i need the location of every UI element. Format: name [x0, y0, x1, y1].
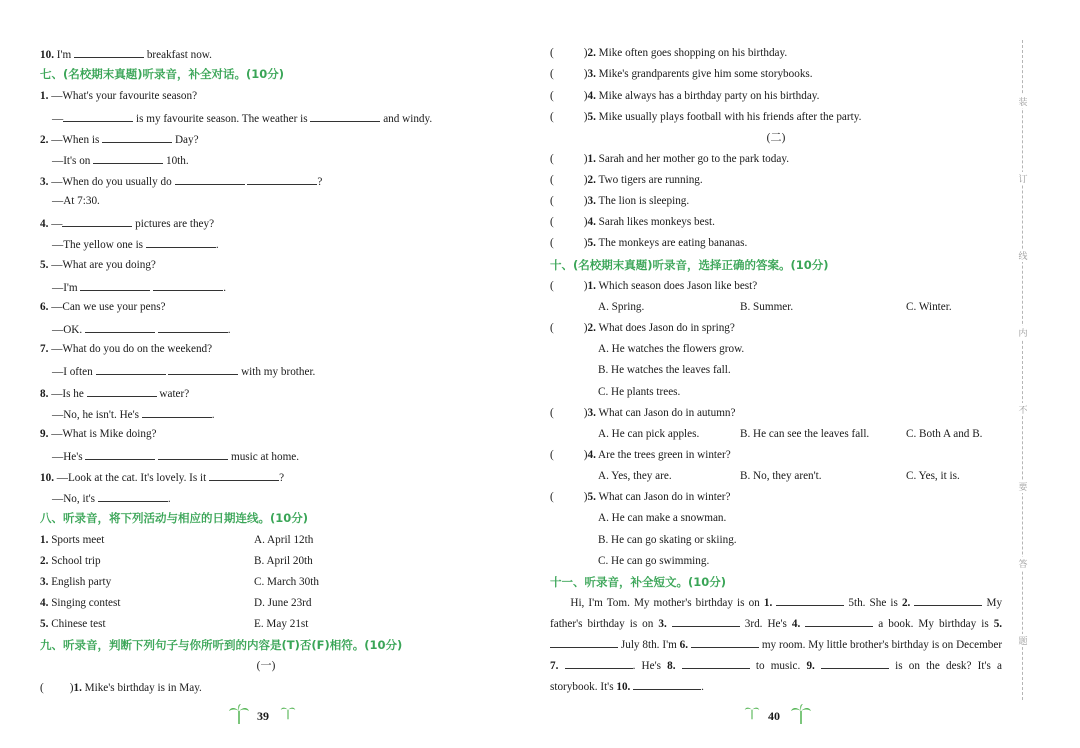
- mc-question: ( )2. What does Jason do in spring?: [550, 322, 735, 334]
- palm-tree-icon: [280, 703, 296, 721]
- dialogue-7-question: 7. —What do you do on the weekend?: [40, 343, 213, 355]
- dialogue-5-question: 5. —What are you doing?: [40, 259, 156, 271]
- dialogue-3-answer: —At 7:30.: [52, 195, 100, 207]
- mc-option[interactable]: A. He can pick apples.: [598, 428, 700, 440]
- match-date[interactable]: C. March 30th: [254, 576, 319, 588]
- tf-item: ( )3. Mike's grandparents give him some storybooks.: [550, 68, 813, 80]
- gutter-char: 要: [1016, 480, 1030, 493]
- dialogue-9-answer: —He's music at home.: [52, 448, 299, 464]
- answer-blank[interactable]: [158, 321, 228, 333]
- tf-item: ( )1. Sarah and her mother go to the park today.: [550, 153, 789, 165]
- palm-tree-icon: [744, 703, 760, 721]
- mc-option[interactable]: C. Winter.: [906, 301, 952, 313]
- gutter-char: 内: [1016, 326, 1030, 339]
- dialogue-6-question: 6. —Can we use your pens?: [40, 301, 166, 313]
- match-date[interactable]: B. April 20th: [254, 555, 313, 567]
- answer-blank[interactable]: [550, 636, 618, 648]
- tf-item: ( )2. Mike often goes shopping on his birthday.: [550, 47, 788, 59]
- answer-blank[interactable]: [85, 448, 155, 460]
- answer-blank[interactable]: [247, 173, 317, 185]
- mc-option[interactable]: B. Summer.: [740, 301, 794, 313]
- dialogue-1-answer: — is my favourite season. The weather is and windy.: [52, 110, 432, 126]
- gutter-char: 装: [1016, 95, 1030, 108]
- gutter-char: 订: [1016, 172, 1030, 185]
- answer-blank[interactable]: [821, 657, 889, 669]
- dialogue-3-question: 3. —When do you usually do ?: [40, 173, 322, 189]
- answer-blank[interactable]: [63, 110, 133, 122]
- page-number: 40: [768, 709, 780, 723]
- match-activity[interactable]: 2. School trip: [40, 555, 101, 567]
- tf-item: ( )4. Sarah likes monkeys best.: [550, 216, 715, 228]
- match-date[interactable]: D. June 23rd: [254, 597, 312, 609]
- mc-question: ( )4. Are the trees green in winter?: [550, 449, 731, 461]
- gutter-char: 题: [1016, 634, 1030, 647]
- match-activity[interactable]: 4. Singing contest: [40, 597, 121, 609]
- dialogue-5-answer: —I'm .: [52, 279, 226, 295]
- mc-option[interactable]: A. Yes, they are.: [598, 470, 672, 482]
- answer-blank[interactable]: [85, 321, 155, 333]
- mc-option[interactable]: B. He watches the leaves fall.: [598, 364, 731, 376]
- answer-blank[interactable]: [310, 110, 380, 122]
- mc-option[interactable]: C. Yes, it is.: [906, 470, 960, 482]
- dialogue-4-answer: —The yellow one is .: [52, 236, 219, 252]
- page-number: 39: [257, 709, 269, 723]
- mc-question: ( )3. What can Jason do in autumn?: [550, 407, 736, 419]
- answer-blank[interactable]: [565, 657, 633, 669]
- match-date[interactable]: E. May 21st: [254, 618, 309, 630]
- mc-option[interactable]: A. Spring.: [598, 301, 645, 313]
- answer-blank[interactable]: [805, 615, 873, 627]
- match-date[interactable]: A. April 12th: [254, 534, 314, 546]
- section-10-heading: 十、(名校期末真题)听录音，选择正确的答案。(10分): [550, 258, 829, 272]
- dialogue-9-question: 9. —What is Mike doing?: [40, 428, 157, 440]
- section-11-heading: 十一、听录音，补全短文。(10分): [550, 575, 727, 589]
- dialogue-2-question: 2. —When is Day?: [40, 131, 199, 147]
- cloze-passage: Hi, I'm Tom. My mother's birthday is on 1. 5th. She is 2. My father's birthday is on 3. 3rd. He's 4. a book. My birthday is 5. July 8th. I'm 6. my room. My little brother's birthday is on December 7. . He's 8. to music. 9. is on the desk? It's a storybook. It's 10. .: [550, 593, 1002, 698]
- mc-option[interactable]: C. Both A and B.: [906, 428, 983, 440]
- tf-item: ( )1. Mike's birthday is in May.: [40, 682, 202, 694]
- answer-blank[interactable]: [209, 469, 279, 481]
- mc-question: ( )1. Which season does Jason like best?: [550, 280, 758, 292]
- mc-option[interactable]: A. He can make a snowman.: [598, 512, 727, 524]
- tf-item: ( )2. Two tigers are running.: [550, 174, 703, 186]
- answer-blank[interactable]: [102, 131, 172, 143]
- answer-blank[interactable]: [80, 279, 150, 291]
- answer-blank[interactable]: [96, 363, 166, 375]
- answer-blank[interactable]: [146, 236, 216, 248]
- answer-blank[interactable]: [776, 594, 844, 606]
- tf-item: ( )3. The lion is sleeping.: [550, 195, 690, 207]
- palm-tree-icon: [790, 703, 812, 725]
- mc-option[interactable]: B. No, they aren't.: [740, 470, 822, 482]
- binding-line: [1022, 40, 1023, 700]
- mc-option[interactable]: B. He can go skating or skiing.: [598, 534, 737, 546]
- mc-question: ( )5. What can Jason do in winter?: [550, 491, 731, 503]
- dialogue-8-question: 8. —Is he water?: [40, 385, 189, 401]
- answer-blank[interactable]: [87, 385, 157, 397]
- dialogue-7-answer: —I often with my brother.: [52, 363, 315, 379]
- section-9-heading: 九、听录音，判断下列句子与你所听到的内容是(T)否(F)相符。(10分): [40, 638, 403, 652]
- dialogue-10-question: 10. —Look at the cat. It's lovely. Is it ?: [40, 469, 284, 485]
- answer-blank[interactable]: [691, 636, 759, 648]
- palm-tree-icon: [228, 703, 250, 725]
- section-8-heading: 八、听录音，将下列活动与相应的日期连线。(10分): [40, 511, 309, 525]
- answer-blank[interactable]: [74, 46, 144, 58]
- mc-option[interactable]: C. He plants trees.: [598, 386, 681, 398]
- answer-blank[interactable]: [62, 215, 132, 227]
- gutter-char: 线: [1016, 249, 1030, 262]
- answer-blank[interactable]: [93, 152, 163, 164]
- dialogue-2-answer: —It's on 10th.: [52, 152, 189, 168]
- answer-blank[interactable]: [682, 657, 750, 669]
- match-activity[interactable]: 1. Sports meet: [40, 534, 105, 546]
- answer-blank[interactable]: [168, 363, 238, 375]
- dialogue-6-answer: —OK. .: [52, 321, 231, 337]
- dialogue-1-question: 1. —What's your favourite season?: [40, 90, 198, 102]
- mc-option[interactable]: C. He can go swimming.: [598, 555, 710, 567]
- mc-option[interactable]: A. He watches the flowers grow.: [598, 343, 745, 355]
- tf-item: ( )5. Mike usually plays football with his friends after the party.: [550, 111, 862, 123]
- tf-item: ( )4. Mike always has a birthday party on his birthday.: [550, 90, 820, 102]
- answer-blank[interactable]: [158, 448, 228, 460]
- answer-blank[interactable]: [175, 173, 245, 185]
- section-7-heading: 七、(名校期末真题)听录音，补全对话。(10分): [40, 67, 285, 81]
- match-activity[interactable]: 3. English party: [40, 576, 112, 588]
- gutter-char: 不: [1016, 403, 1030, 416]
- dialogue-4-question: 4. — pictures are they?: [40, 215, 214, 231]
- answer-blank[interactable]: [142, 406, 212, 418]
- answer-blank[interactable]: [153, 279, 223, 291]
- tf-item: ( )5. The monkeys are eating bananas.: [550, 237, 748, 249]
- part-1-label: (一): [256, 660, 276, 672]
- gutter-char: 答: [1016, 557, 1030, 570]
- mc-option[interactable]: B. He can see the leaves fall.: [740, 428, 870, 440]
- dialogue-10-answer: —No, it's .: [52, 490, 171, 506]
- answer-blank[interactable]: [633, 678, 701, 690]
- part-2-label: (二): [766, 132, 786, 144]
- match-activity[interactable]: 5. Chinese test: [40, 618, 106, 630]
- answer-blank[interactable]: [98, 490, 168, 502]
- question-10-fill: 10. I'm breakfast now.: [40, 46, 212, 62]
- dialogue-8-answer: —No, he isn't. He's .: [52, 406, 215, 422]
- answer-blank[interactable]: [914, 594, 982, 606]
- answer-blank[interactable]: [672, 615, 740, 627]
